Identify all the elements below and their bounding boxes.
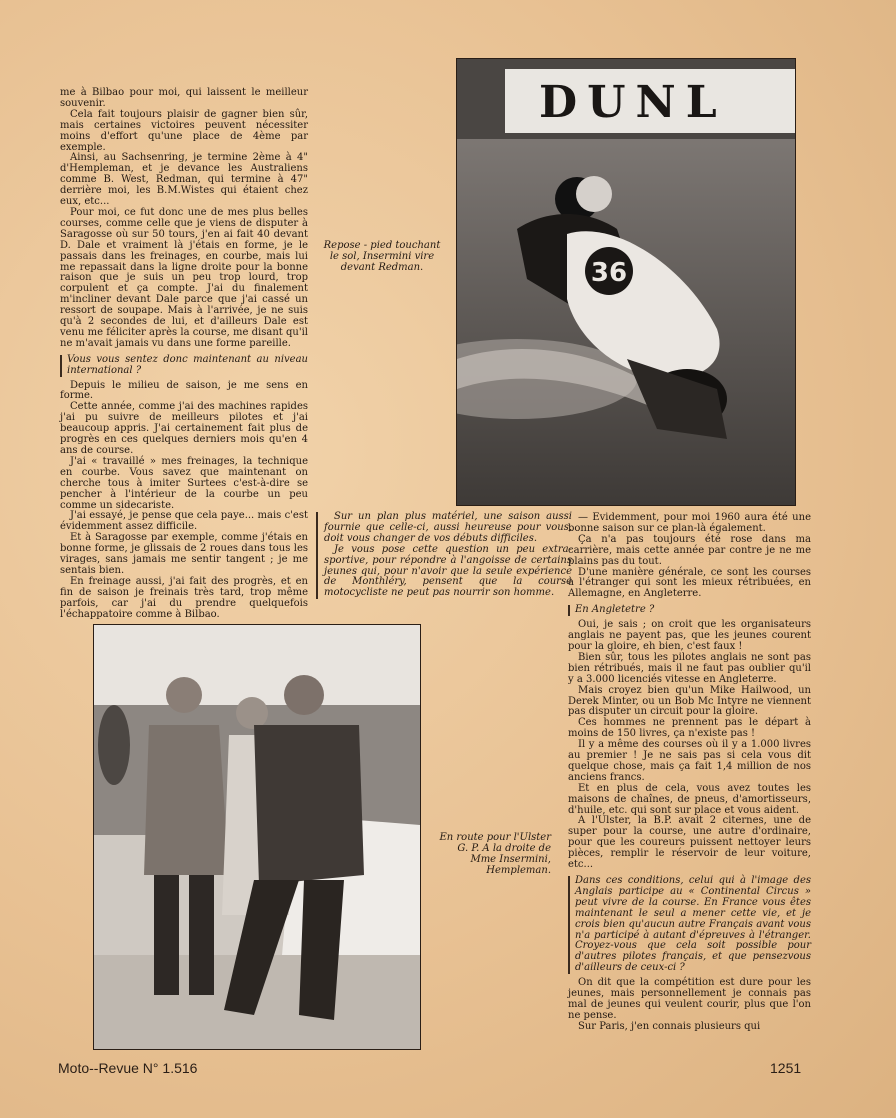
paragraph: Je vous pose cette question un peu extra-sportive, pour répondre à l'angoisse de certains jeunes qui, pour n'avoir que la seule expérience de Monthléry, pensent que la course motocycliste ne peut pas nourrir son homme. <box>324 543 572 599</box>
paragraph: Sur un plan plus matériel, une saison aussi fournie que celle-ci, aussi heureuse pour vous, doit vous changer de vos débuts difficiles. <box>324 511 572 544</box>
interview-question: Vous vous sentez donc maintenant au niveau international ? <box>60 355 308 377</box>
interview-question-middle <box>316 512 572 599</box>
paragraph: Cette année, comme j'ai des machines rapides j'ai pu suivre de meilleurs pilotes et j'ai beaucoup appris. J'ai certainement fait plus de progrès en ces quelques derniers mois qu'en 4 ans de course. <box>60 401 308 456</box>
ferry-photo <box>93 624 421 1050</box>
paragraph: J'ai « travaillé » mes freinages, la technique en courbe. Vous savez que maintenant on cherche tous à imiter Surtees c'est-à-dire se pencher à l'intérieur de la courbe un peu comme un sidecariste. <box>60 455 308 511</box>
paragraph: Pour moi, ce fut donc une de mes plus belles courses, comme celle que je viens de disputer à Saragosse où sur 50 tours, j'en ai fait 40 devant D. Dale et vraiment là j'étais en forme, je le passais dans les freinages, en courbe, mais lui me repassait dans la ligne droite pour la bonne raison que je suis un peu trop lourd, trop corpulent et ça compte. J'ai du finalement m'incliner devant Dale parce que j'ai cassé un ressort de soupape. Mais à l'arrivée, je ne suis qu'à 2 secondes de lui, et d'ailleurs Dale est venu me féliciter après la course, me disant qu'il ne m'avait jamais vu dans une forme pareille. <box>60 206 308 349</box>
paragraph: Et en plus de cela, vous avez toutes les maisons de chaînes, de pneus, d'amortisseurs, d'huile, etc. qui sont sur place et vous aident. <box>568 782 811 816</box>
interview-question: Dans ces conditions, celui qui à l'image des Anglais participe au « Continental Circus » peut vivre de la course. En France vous êtes maintenant le seul a mener cette vie, et je crois bien qu'aucun autre Français avant vous n'a participé à autant d'épreuves à l'étranger. Croyez-vous que cela soit possible pour d'autres pilotes français, et que pensezvous d'ailleurs de ceux-ci ? <box>568 876 811 974</box>
paragraph: — Evidemment, pour moi 1960 aura été une bonne saison sur ce plan-là également. <box>568 512 811 534</box>
paragraph: Cela fait toujours plaisir de gagner bien sûr, mais certaines victoires peuvent nécessiter moins d'effort qu'une place de 4ème par exemple. <box>60 108 308 153</box>
paragraph: Depuis le milieu de saison, je me sens en forme. <box>60 379 308 402</box>
paragraph: Bien sûr, tous les pilotes anglais ne sont pas bien rétribués, mais il ne faut pas oublier qu'il y a 3.000 licenciés vitesse en Angleterre. <box>568 651 811 685</box>
paragraph: On dit que la compétition est dure pour les jeunes, mais personnellement je connais pas mal de jeunes qui veulent courir, plus que l'on ne pense. <box>568 977 811 1021</box>
photo-caption-top: Repose - pied touchant le sol, Insermini vire devant Redman. <box>323 240 441 273</box>
paragraph: Ces hommes ne prennent pas le départ à moins de 150 livres, ça n'existe pas ! <box>568 717 811 740</box>
paragraph: A l'Ulster, la B.P. avait 2 citernes, une de super pour la course, une autre d'ordinaire, pour que les coureurs puissent nettoyer leurs pièces, remplir le réservoir de leur voiture, etc... <box>568 815 811 871</box>
racing-photo <box>456 58 796 506</box>
paragraph: Ça n'a pas toujours été rose dans ma carrière, mais cette année par contre je ne me plains pas du tout. <box>568 533 811 567</box>
paragraph: me à Bilbao pour moi, qui laissent le meilleur souvenir. <box>60 87 308 109</box>
paragraph: J'ai essayé, je pense que cela paye... mais c'est évidemment assez difficile. <box>60 510 308 533</box>
paragraph: Sur Paris, j'en connais plusieurs qui <box>578 1020 761 1032</box>
race-number: 36 <box>590 258 628 288</box>
paragraph: D'une manière générale, ce sont les courses à l'étranger qui sont les mieux rétribuées, en Allemagne, en Angleterre. <box>568 566 811 600</box>
paragraph: Oui, je sais ; on croit que les organisateurs anglais ne payent pas, que les jeunes courent pour la gloire, eh bien, c'est faux ! <box>568 619 811 652</box>
column-left <box>60 88 308 621</box>
paragraph: Il y a même des courses où il y a 1.000 livres au premier ! Je ne sais pas si cela vous dit quelque chose, mais ça fait 1,4 million de nos anciens francs. <box>568 739 811 783</box>
banner-text: DUNL <box>539 77 727 128</box>
paragraph: Ainsi, au Sachsenring, je termine 2ème à 4" d'Hempleman, et je devance les Australiens comme B. West, Redman, qui termine à 47" derrière moi, les B.M.Wistes qui étaient chez eux, etc... <box>60 152 308 208</box>
interview-question: En Angletetre ? <box>568 605 811 616</box>
paragraph: Et à Saragosse par exemple, comme j'étais en bonne forme, je glissais de 2 roues dans tous les virages, sans jamais me sentir tangent ; je me sentais bien. <box>60 532 308 576</box>
paragraph: En freinage aussi, j'ai fait des progrès, et en fin de saison je freinais très tard, trop même parfois, car j'ai du prendre quelquefois l'échappatoire comme à Bilbao. <box>60 575 308 620</box>
ferry-photo-image <box>94 625 420 1049</box>
paragraph: Mais croyez bien qu'un Mike Hailwood, un Derek Minter, ou un Bob Mc Intyre ne viennent pas disputer un circuit pour la gloire. <box>568 684 811 718</box>
racing-photo-image <box>457 59 795 505</box>
footer-page-number: 1251 <box>770 1060 802 1076</box>
photo-caption-bottom: En route pour l'Ulster G. P. A la droite de Mme Insermini, Hempleman. <box>439 832 551 876</box>
column-right <box>568 513 811 1033</box>
footer-magazine: Moto--Revue N° 1.516 <box>58 1060 198 1076</box>
